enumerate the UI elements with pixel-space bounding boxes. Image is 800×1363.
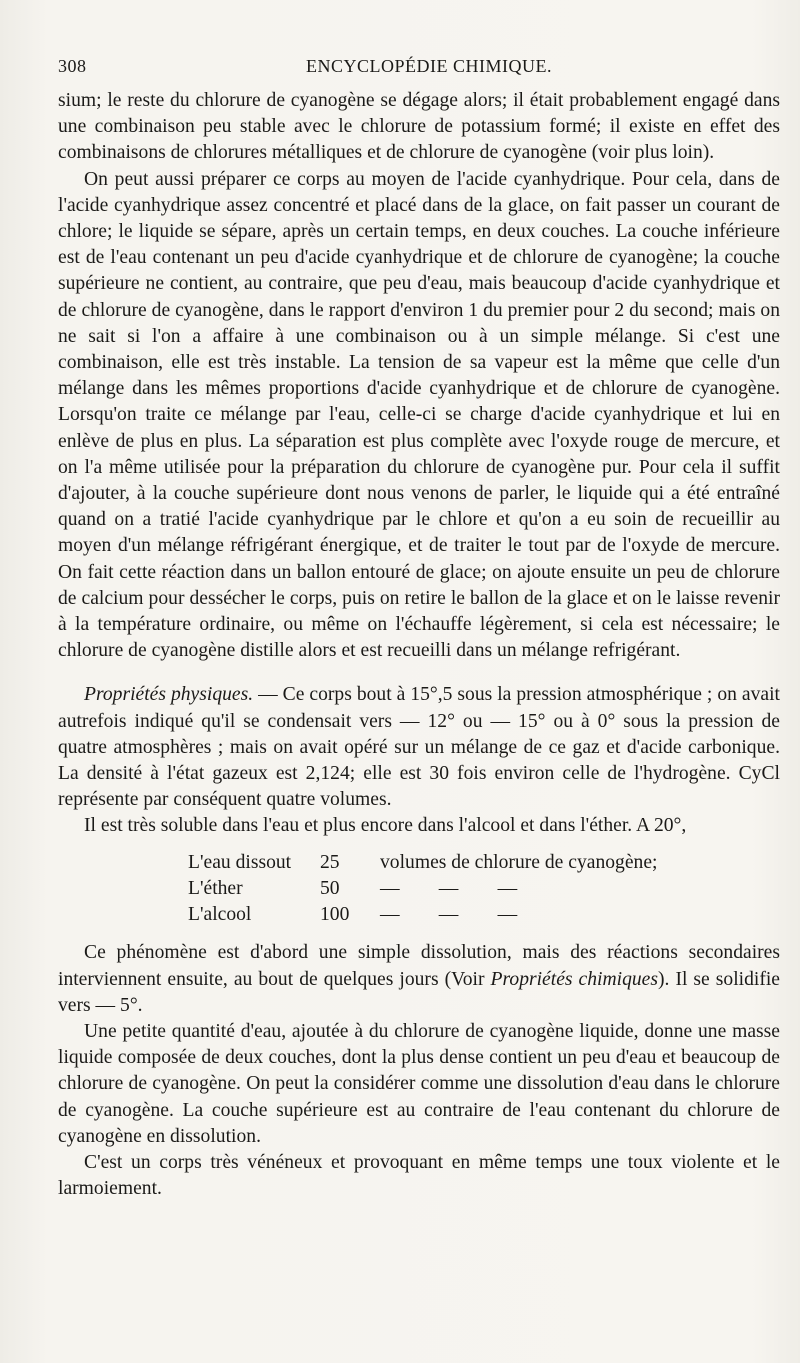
solvent-name: L'eau dissout bbox=[188, 851, 292, 873]
solvent-unit: — — — bbox=[380, 877, 518, 899]
running-head bbox=[58, 56, 760, 84]
solvent-volumes: 50 bbox=[320, 877, 340, 899]
dissolution-text-start: Ce phénomène est d'abord une simple dissolution, mais des réactions secondaires interviennent ensuite, au bout de quelques jours (Voir bbox=[58, 942, 780, 990]
dissolution-text-end: ). Il se solidifie vers — 5°. bbox=[58, 968, 780, 1016]
solubility-table bbox=[188, 850, 780, 929]
body-text bbox=[58, 88, 780, 1202]
paragraph-physical-properties bbox=[58, 682, 780, 813]
paragraph-2: On peut aussi préparer ce corps au moyen de l'acide cyanhydrique. Pour cela, dans de l'acide cyanhydrique assez concentré et placé dans de la glace, on fait passer un courant de chlore; le liquide se sépare, après un certain temps, en deux couches. La couche inférieure est de l'eau contenant un peu d'acide cyanhydrique et de chlorure de cyanogène; la couche supérieure ne contient, au contraire, que peu d'eau, mais beaucoup d'acide cyanhydrique et de chlorure de cyanogène, dans le rapport d'environ 1 du premier pour 2 du second; mais on ne sait si l'on a affaire à une combinaison ou à un simple mélange. Si c'est une combinaison, elle est très instable. La tension de sa vapeur est la même que celle d'un mélange dans les mêmes proportions d'acide cyanhydrique et de chlorure de cyanogène. Lorsqu'on traite ce mélange par l'eau, celle-ci se charge d'acide cyanhydrique et lui en enlève de plus en plus. La séparation est plus complète avec l'oxyde rouge de mercure, et on l'a même utilisée pour la préparation du chlorure de cyanogène pur. Pour cela il suffit d'ajouter, à la couche supérieure dont nous venons de parler, le liquide qui a été entraîné quand on a tratié l'acide cyanhydrique par le chlore et qu'on a eu soin de recueillir au moyen d'un mélange réfrigérant énergique, et de traiter le tout par de l'oxyde de mercure. On fait cette réaction dans un ballon entouré de glace; on ajoute ensuite un peu de chlorure de calcium pour dessécher le corps, puis on retire le ballon de la glace et on le laisse revenir à la température ordinaire, ou même on l'échauffe légèrement, si cela est nécessaire; le chlorure de cyanogène distille alors et est recueilli dans un mélange refrigérant. bbox=[58, 168, 780, 662]
section-title-physical-properties: Propriétés physiques. bbox=[84, 684, 254, 706]
solvent-name: L'éther bbox=[188, 877, 243, 899]
solubility-row bbox=[188, 876, 780, 902]
solvent-unit: — — — bbox=[380, 904, 518, 926]
physical-properties-text: — Ce corps bout à 15°,5 sous la pression atmosphérique ; on avait autrefois indiqué qu'il se condensait vers — 12° ou — 15° ou à 0° sous la pression de quatre atmosphères ; mais on avait opéré sur un mélange de ce gaz et d'acide carbonique. La densité à l'état gazeux est 2,124; elle est 30 fois environ celle de l'hydrogène. CyCl représente par conséquent quatre volumes. bbox=[58, 684, 780, 811]
paragraph-water-mixture: Une petite quantité d'eau, ajoutée à du chlorure de cyanogène liquide, donne une masse liquide composée de deux couches, dont la plus dense contient un peu d'eau et beaucoup de chlorure de cyanogène. On peut la considérer comme une dissolution d'eau dans le chlorure de cyanogène. La couche supérieure est au contraire de l'eau contenant du chlorure de cyanogène en dissolution. bbox=[58, 1020, 780, 1147]
solvent-volumes: 25 bbox=[320, 851, 340, 873]
cross-reference-chemical-properties: Propriétés chimiques bbox=[490, 968, 658, 990]
running-title: ENCYCLOPÉDIE CHIMIQUE. bbox=[306, 56, 552, 76]
solubility-row bbox=[188, 850, 780, 876]
page-number: 308 bbox=[58, 56, 87, 76]
solubility-row bbox=[188, 902, 780, 928]
paragraph-solubility-intro: Il est très soluble dans l'eau et plus encore dans l'alcool et dans l'éther. A 20°, bbox=[84, 815, 687, 837]
solvent-unit: volumes de chlorure de cyanogène; bbox=[380, 851, 658, 873]
paragraph-toxicity: C'est un corps très vénéneux et provoquant en même temps une toux violente et le larmoiement. bbox=[58, 1151, 780, 1200]
paragraph-dissolution bbox=[58, 940, 780, 1019]
paragraph-1: sium; le reste du chlorure de cyanogène se dégage alors; il était probablement engagé dans une combinaison peu stable avec le chlorure de potassium formé; il existe en effet des combinaisons de chlorures métalliques et de chlorure de cyanogène (voir plus loin). bbox=[58, 90, 780, 164]
solvent-volumes: 100 bbox=[320, 904, 350, 926]
solvent-name: L'alcool bbox=[188, 904, 252, 926]
